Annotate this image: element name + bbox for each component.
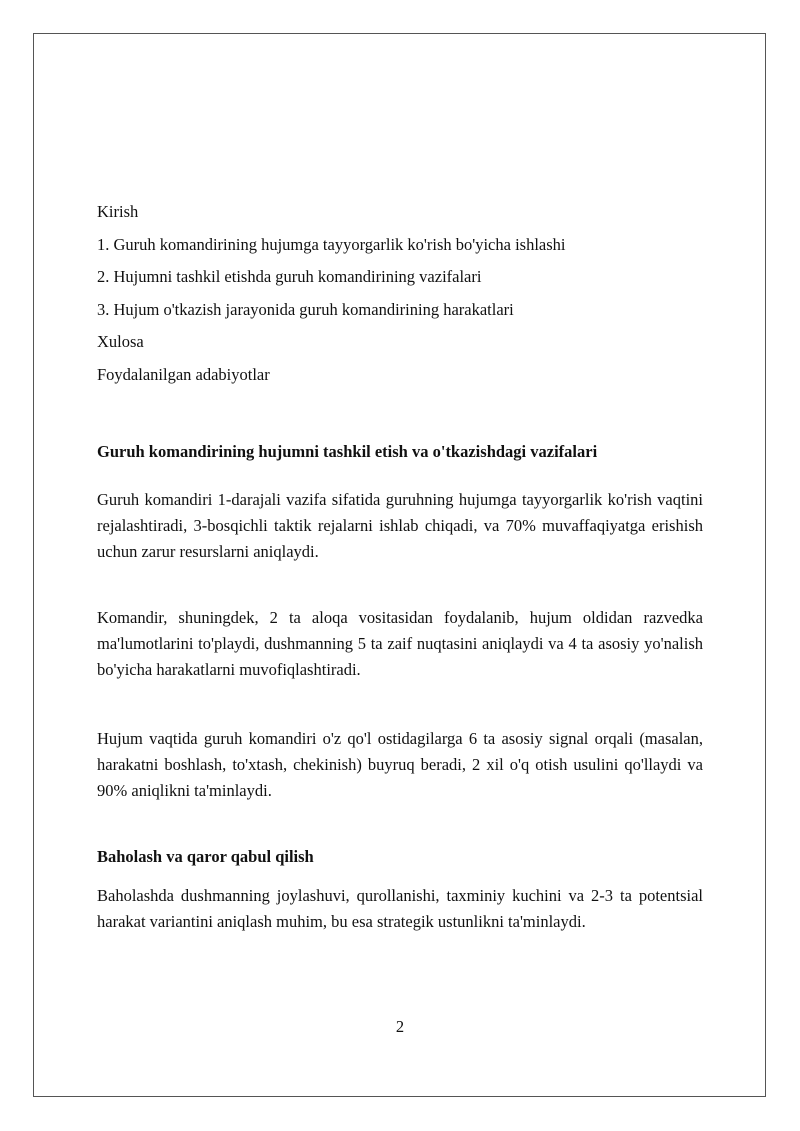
section-1-paragraph-1: Guruh komandiri 1-darajali vazifa sifatida guruhning hujumga tayyorgarlik ko'rish vaqtini rejalashtiradi, 3-bosqichli taktik rejalarni ishlab chiqadi, va 70% muvaffaqiyatga erishish uchun zarur resurslarni aniqlaydi. xyxy=(97,489,703,561)
section-2-title: Baholash va qaror qabul qilish xyxy=(97,846,314,866)
section-1-paragraph-2: Komandir, shuningdek, 2 ta aloqa vositasidan foydalanib, hujum oldidan razvedka ma'lumotlarini to'playdi, dushmanning 5 ta zaif nuqtasini aniqlaydi va 4 ta asosiy yo'nalish bo'yicha harakatlarni muvofiqlashtiradi. xyxy=(97,607,703,679)
document-body xyxy=(97,199,703,935)
toc-item-adabiyotlar: Foydalanilgan adabiyotlar xyxy=(97,364,270,384)
toc-item-kirish: Kirish xyxy=(97,202,139,221)
page-number: 2 xyxy=(395,1017,405,1036)
table-of-contents xyxy=(97,199,703,388)
toc-item-1: 1. Guruh komandirining hujumga tayyorgarlik ko'rish bo'yicha ishlashi xyxy=(97,234,566,254)
section-1-title: Guruh komandirining hujumni tashkil etish va o'tkazishdagi vazifalari xyxy=(97,441,598,461)
toc-item-xulosa: Xulosa xyxy=(97,332,144,351)
section-1-paragraph-3: Hujum vaqtida guruh komandiri o'z qo'l ostidagilarga 6 ta asosiy signal orqali (masalan, harakatni boshlash, to'xtash, chekinish) buyruq beradi, 2 xil o'q otish usulini qo'llaydi va 90% aniqlikni ta'minlaydi. xyxy=(97,728,703,800)
toc-item-2: 2. Hujumni tashkil etishda guruh komandirining vazifalari xyxy=(97,267,482,286)
toc-item-3: 3. Hujum o'tkazish jarayonida guruh komandirining harakatlari xyxy=(97,299,514,319)
section-2-paragraph-1: Baholashda dushmanning joylashuvi, qurollanishi, taxminiy kuchini va 2-3 ta potentsial harakat variantini aniqlash muhim, bu esa strategik ustunlikni ta'minlaydi. xyxy=(97,885,703,931)
